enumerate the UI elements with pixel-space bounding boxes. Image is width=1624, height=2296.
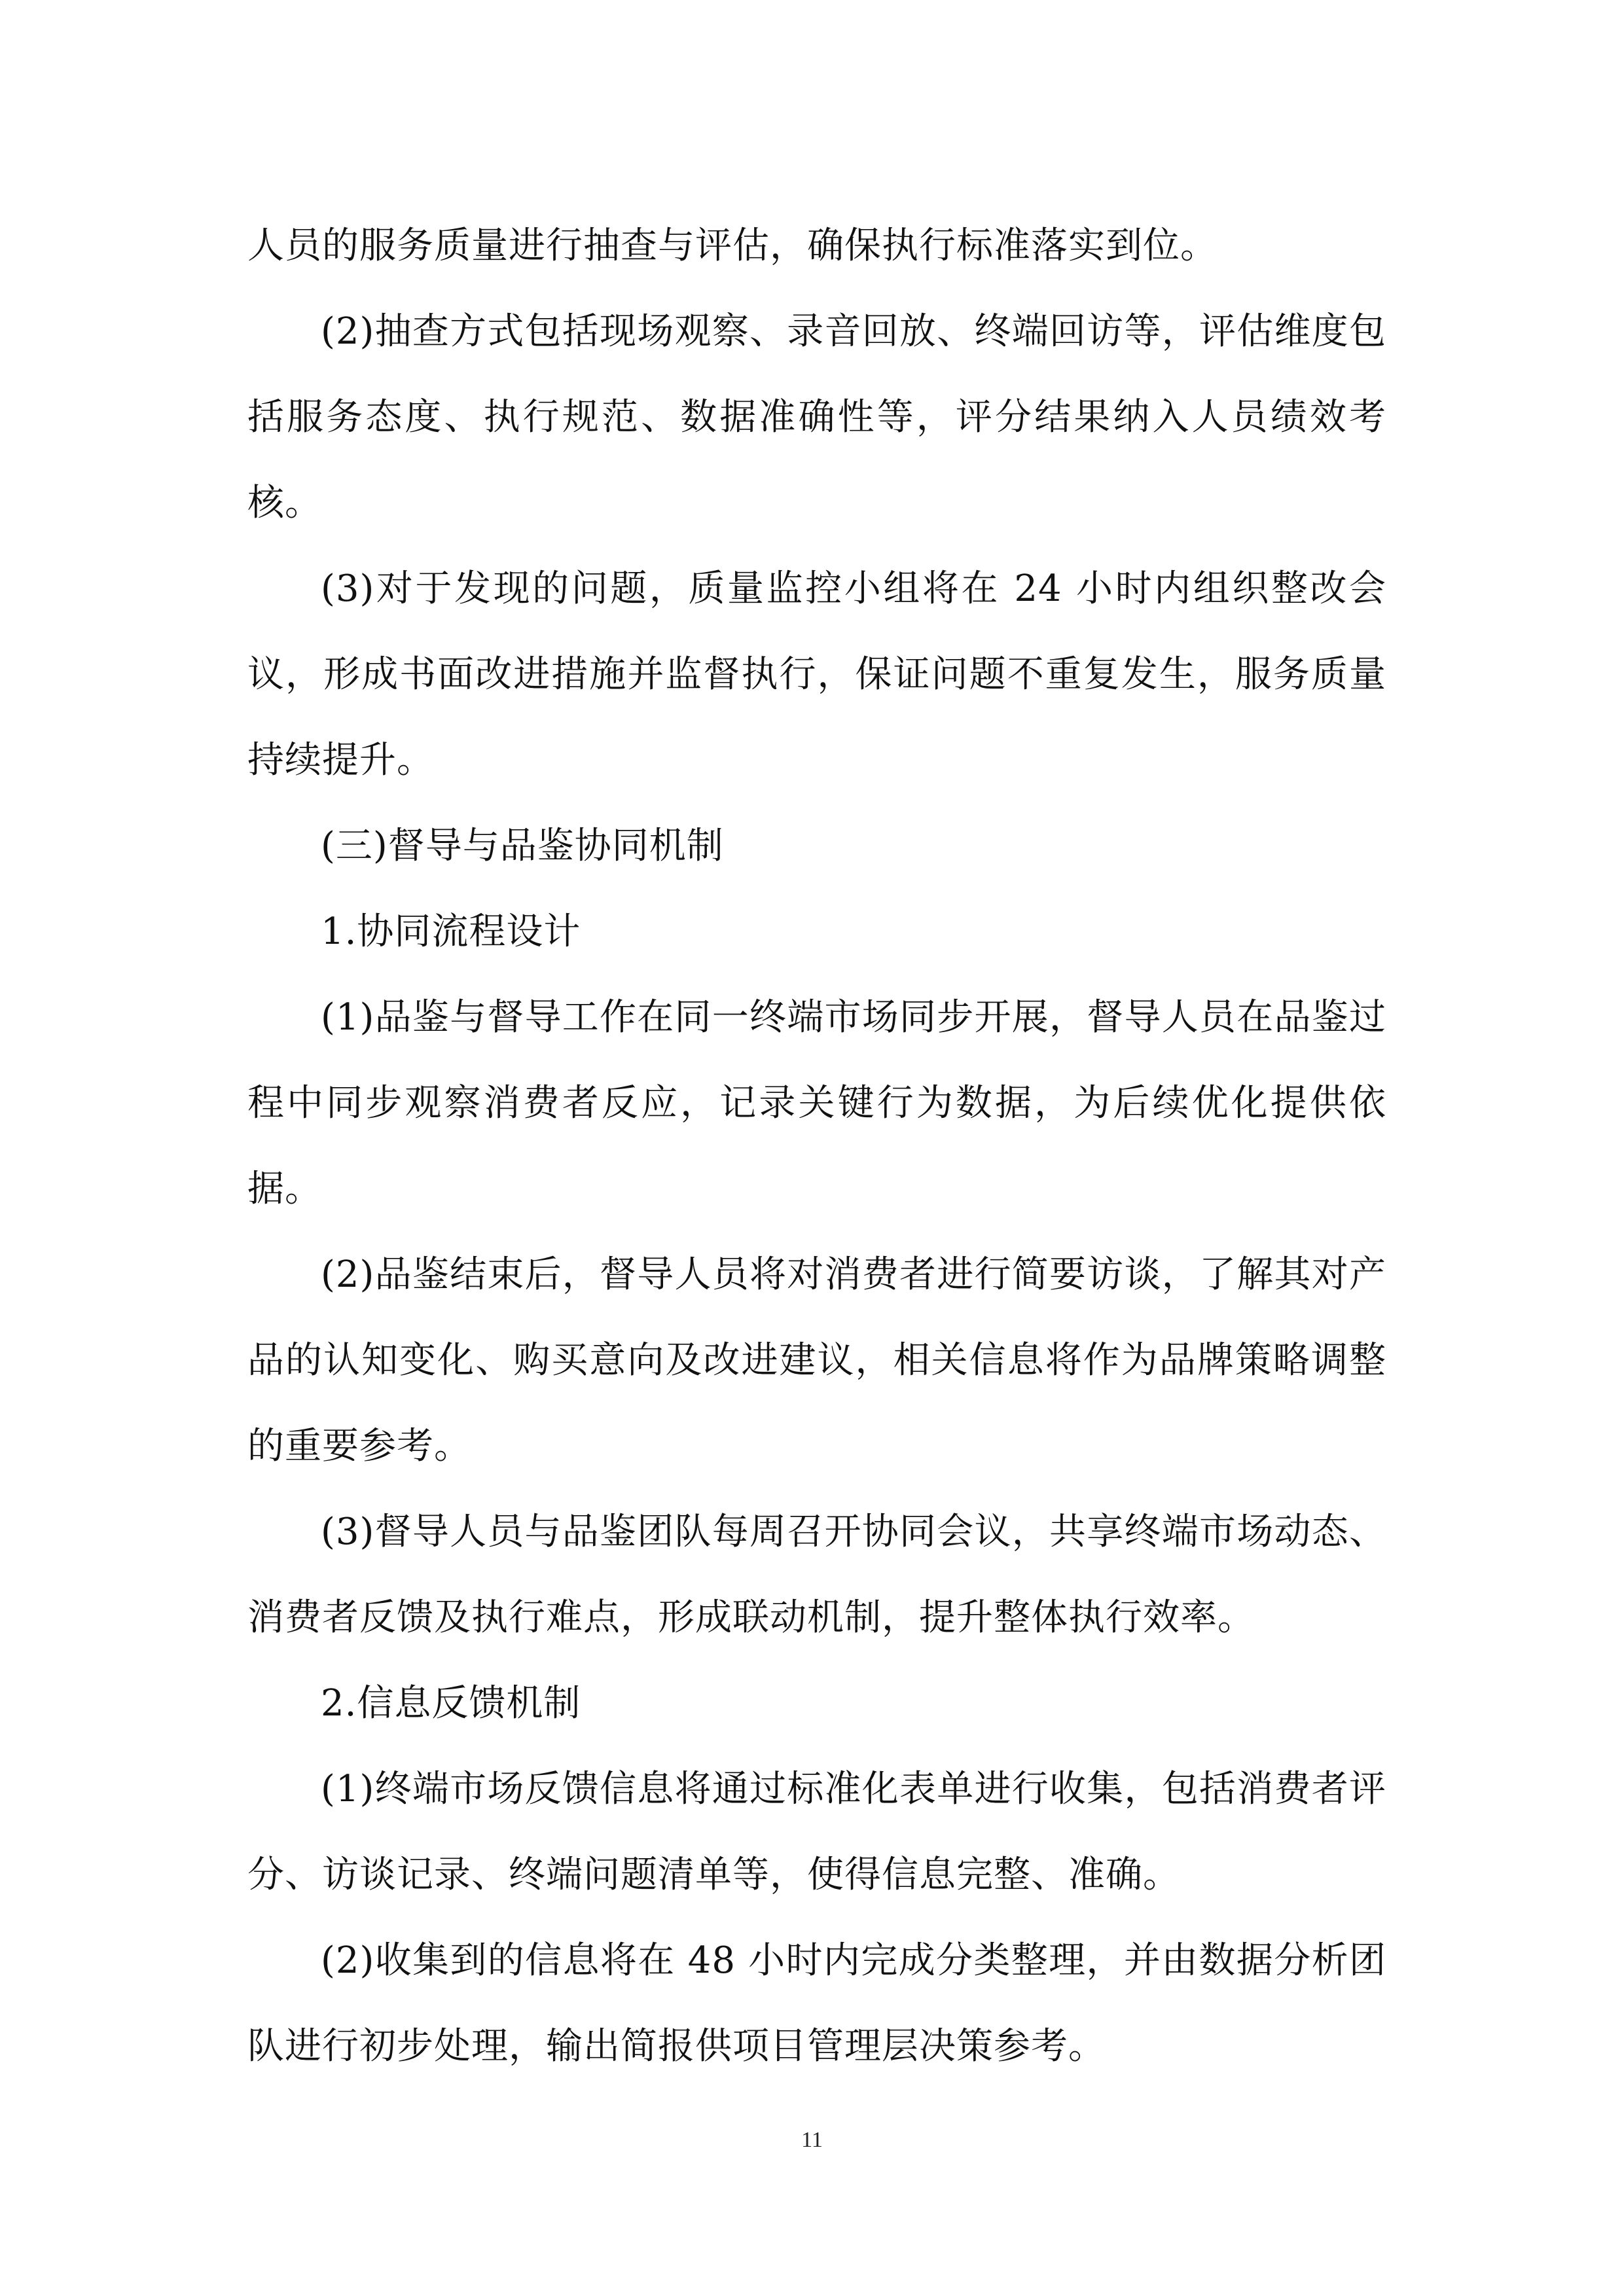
page-number: 11 (801, 2128, 823, 2152)
paragraph-feedback-processing: (2)收集到的信息将在 48 小时内完成分类整理，并由数据分析团队进行初步处理，输出简报供项目管理层决策参考。 (247, 1939, 1386, 2068)
paragraph-issue-rectification: (3)对于发现的问题，质量监控小组将在 24 小时内组织整改会议，形成书面改进措施并监督执行，保证问题不重复发生，服务质量持续提升。 (247, 567, 1386, 781)
paragraph-continued: 人员的服务质量进行抽查与评估，确保执行标准落实到位。 (247, 224, 1218, 267)
section-heading: (三)督导与品鉴协同机制 (321, 825, 724, 867)
paragraph-sampling-methods: (2)抽查方式包括现场观察、录音回放、终端回访等，评估维度包括服务态度、执行规范、数据准确性等，评分结果纳入人员绩效考核。 (247, 310, 1386, 524)
subsection-heading-process-design: 1.协同流程设计 (321, 910, 581, 953)
subsection-heading-feedback: 2.信息反馈机制 (321, 1682, 581, 1725)
paragraph-consumer-interview: (2)品鉴结束后，督导人员将对消费者进行简要访谈，了解其对产品的认知变化、购买意向及改进建议，相关信息将作为品牌策略调整的重要参考。 (247, 1253, 1386, 1467)
paragraph-synchronized-work: (1)品鉴与督导工作在同一终端市场同步开展，督导人员在品鉴过程中同步观察消费者反应，记录关键行为数据，为后续优化提供依据。 (247, 996, 1386, 1210)
paragraph-feedback-collection: (1)终端市场反馈信息将通过标准化表单进行收集，包括消费者评分、访谈记录、终端问题清单等，使得信息完整、准确。 (247, 1768, 1386, 1896)
paragraph-weekly-meeting: (3)督导人员与品鉴团队每周召开协同会议，共享终端市场动态、消费者反馈及执行难点，形成联动机制，提升整体执行效率。 (247, 1511, 1386, 1639)
